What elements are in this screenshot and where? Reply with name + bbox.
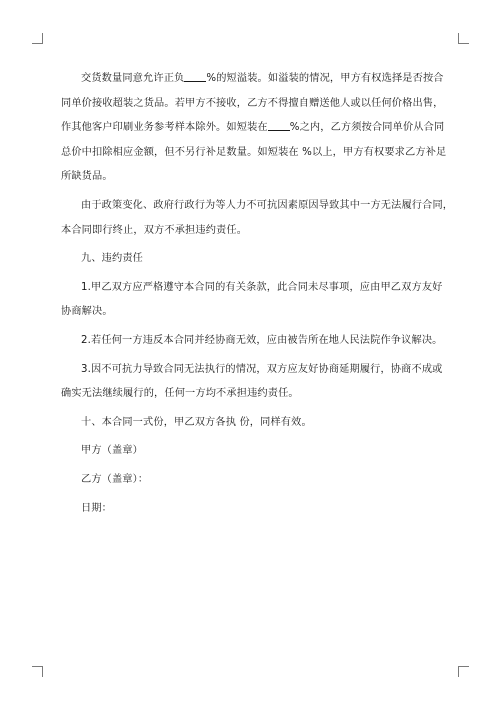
party-a-signature: 甲方（盖章） — [81, 445, 144, 457]
quantity-clause-text: 交货数量同意允许正负 — [81, 73, 185, 84]
quantity-clause — [61, 67, 446, 190]
section-10 — [61, 411, 446, 436]
tolerance-blank — [184, 71, 206, 82]
shortage-blank — [268, 120, 290, 131]
signature-block — [61, 439, 446, 521]
section-9-item-3-line-2: 确实无法继续履行的，任何一方均不承担违约责任。 — [61, 388, 299, 400]
quantity-clause-text: 作其他客户印刷业务参考样本除外。如短装在 — [61, 122, 268, 134]
quantity-clause-text: %的短溢装。如溢装的情况，甲方有权选择是否按合 — [206, 73, 444, 84]
section-9-item-3-line-1: 3.因不可抗力导致合同无法执行的情况，双方应友好协商延期履行，协商不成或 — [81, 363, 443, 375]
quantity-clause-line-1 — [61, 67, 446, 92]
section-9-item-1-line-1: 1.甲乙双方应严格遵守本合同的有关条款，此合同未尽事项，应由甲乙双方友好 — [81, 281, 443, 293]
quantity-clause-text: %之内，乙方须按合同单价从合同 — [289, 122, 445, 134]
crop-mark-bottom-left — [32, 666, 43, 677]
section-9-item-2: 2.若任何一方违反本合同并经协商无效，应由被告所在地人民法院作争议解决。 — [81, 334, 443, 346]
section-9-item-1-line-2: 协商解决。 — [61, 306, 113, 318]
quantity-clause-line-2: 同单价接收超装之货品。若甲方不接收，乙方不得擅自赠送他人或以任何价格出售， — [61, 97, 444, 109]
quantity-clause-line-5: 所缺货品。 — [61, 171, 113, 183]
section-10-text: 十、本合同一式份，甲乙双方各执 份，同样有效。 — [81, 416, 312, 428]
force-majeure-line-2: 本合同即行终止，双方不承担违约责任。 — [61, 224, 248, 236]
section-9 — [61, 247, 446, 407]
party-b-signature: 乙方（盖章）： — [81, 473, 149, 485]
force-majeure-line-1: 由于政策变化、政府行政行为等人力不可抗因素原因导致其中一方无法履行合同， — [81, 199, 454, 211]
quantity-clause-line-3 — [61, 116, 446, 141]
force-majeure-clause — [61, 194, 454, 243]
quantity-clause-line-4: 总价中扣除相应金额，但不另行补足数量。如短装在 %以上，甲方有权要求乙方补足 — [61, 146, 447, 158]
section-9-heading: 九、违约责任 — [81, 253, 144, 265]
document-body — [61, 67, 454, 521]
crop-mark-top-right — [458, 33, 469, 44]
crop-mark-top-left — [32, 33, 43, 44]
signature-date: 日期： — [81, 502, 113, 514]
crop-mark-bottom-right — [458, 666, 469, 677]
